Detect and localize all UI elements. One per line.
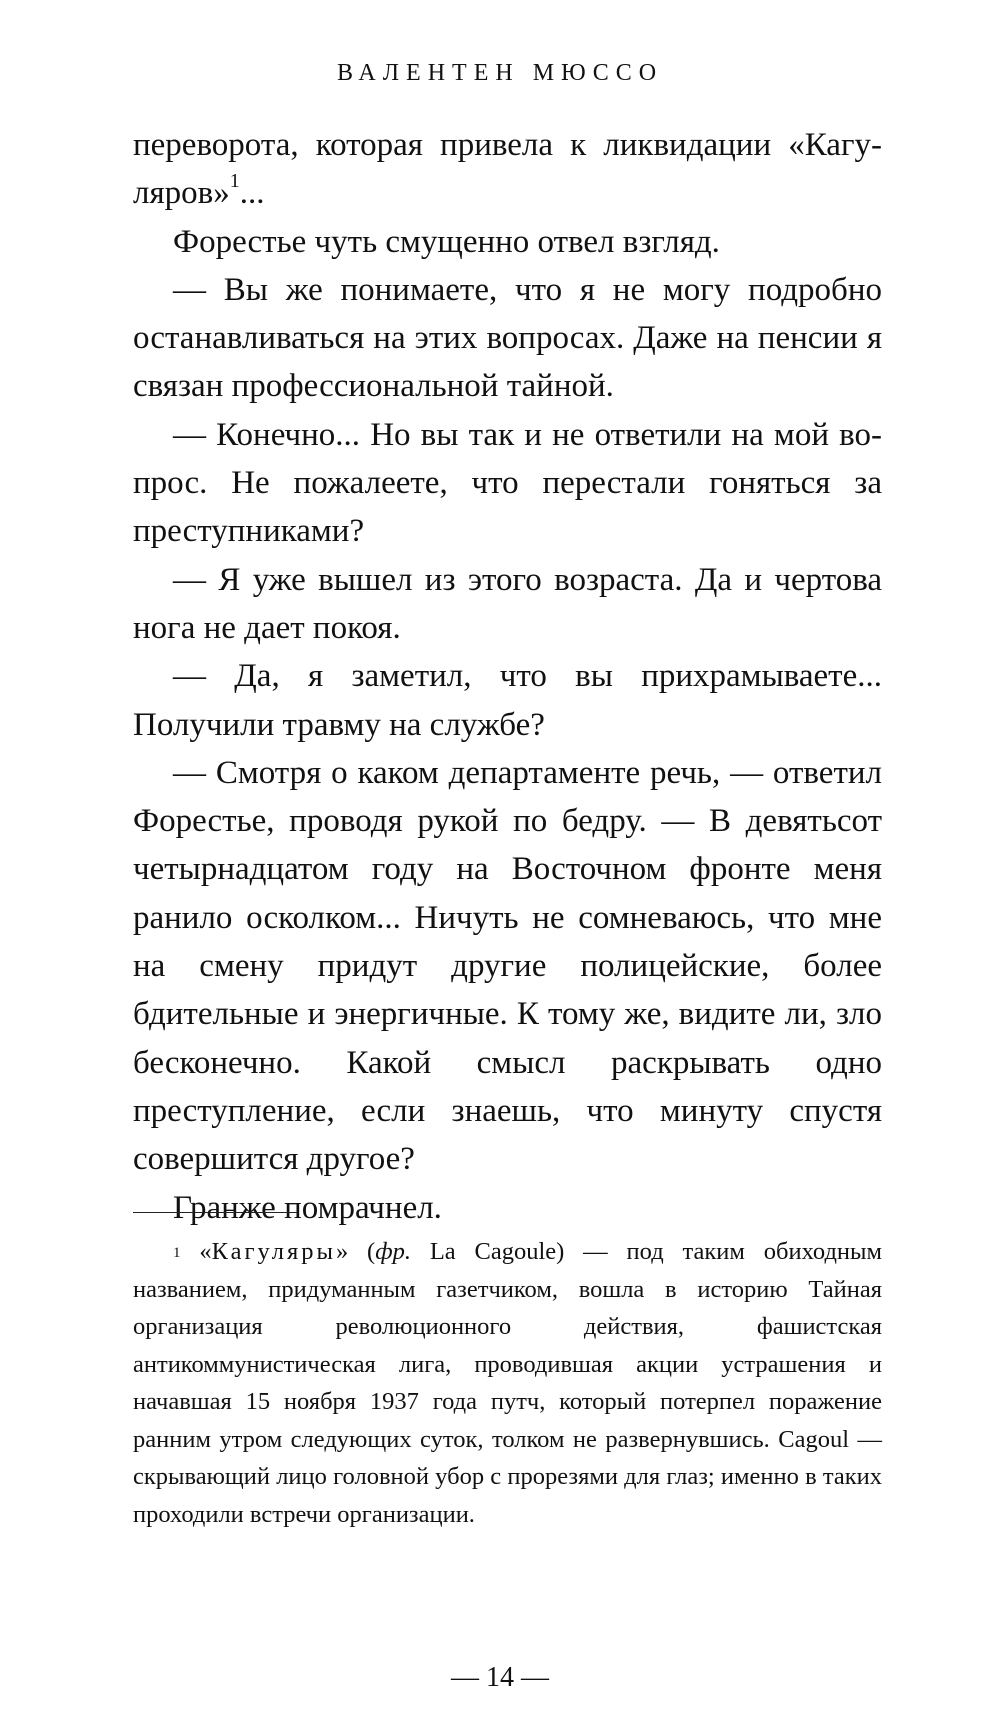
paragraph: Гранже помрачнел. [173,1189,442,1226]
footnote-text: под таким обиходным названием, придуманным газетчиком, вошла в историю Тайная организация революционного действия, фашистская антикоммунистическая лига, проводившая акции устрашения и начавшая 15 ноября 1937 года путч, который потерпел поражение ранним утром следующих суток, толком не развернувшись. Cagoul — скрывающий лицо головной убор с прорезями для глаз; именно в таких проходили встречи организации. [133,1238,882,1528]
footnote-term: Кагуляры [211,1238,336,1265]
footnote [133,1233,882,1533]
page-number: — 14 — [451,1662,549,1693]
footnote-original: La Cagoule) — [410,1238,627,1265]
footnote-close-quote: » ( [335,1238,376,1265]
dialogue-paragraph: — Вы же понимаете, что я не могу подробно останавливаться на этих вопросах. Даже на пенсии я связан профессиональной тайной. [133,271,882,405]
footnote-open-quote: « [199,1238,212,1265]
footnote-number: 1 [173,1245,181,1261]
dialogue-paragraph: — Конечно... Но вы так и не ответили на мой вопрос. Не пожалеете, что перестали гоняться за преступниками? [133,416,882,550]
dialogue-paragraph: — Я уже вышел из этого возраста. Да и чертова нога не дает покоя. [133,561,882,646]
dialogue-paragraph: — Смотря о каком департаменте речь, — ответил Форестье, проводя рукой по бедру. — В девятьсот четырнадцатом году на Восточном фронте меня ранило осколком... Ничуть не сомневаюсь, что мне на смену придут другие полицейские, более бдительные и энергичные. К тому же, видите ли, зло бесконечно. Какой смысл раскрывать одно преступление, если знаешь, что минуту спустя совершится другое? [133,754,882,1178]
main-text [133,121,882,1232]
footnote-reference[interactable]: 1 [229,170,240,193]
ellipsis: ... [239,175,265,212]
footnote-language: фр. [375,1238,411,1265]
dialogue-paragraph: — Да, я заметил, что вы прихрамываете... Получили травму на службе? [133,658,882,743]
paragraph-continued [133,121,882,218]
footnote-separator [133,1212,297,1213]
paragraph-text: переворота, которая привела к ликвидации «Кагуляров» [133,127,882,212]
paragraph: Форестье чуть смущенно отвел взгляд. [173,223,720,260]
running-head: ВАЛЕНТЕН МЮССО [336,60,664,86]
